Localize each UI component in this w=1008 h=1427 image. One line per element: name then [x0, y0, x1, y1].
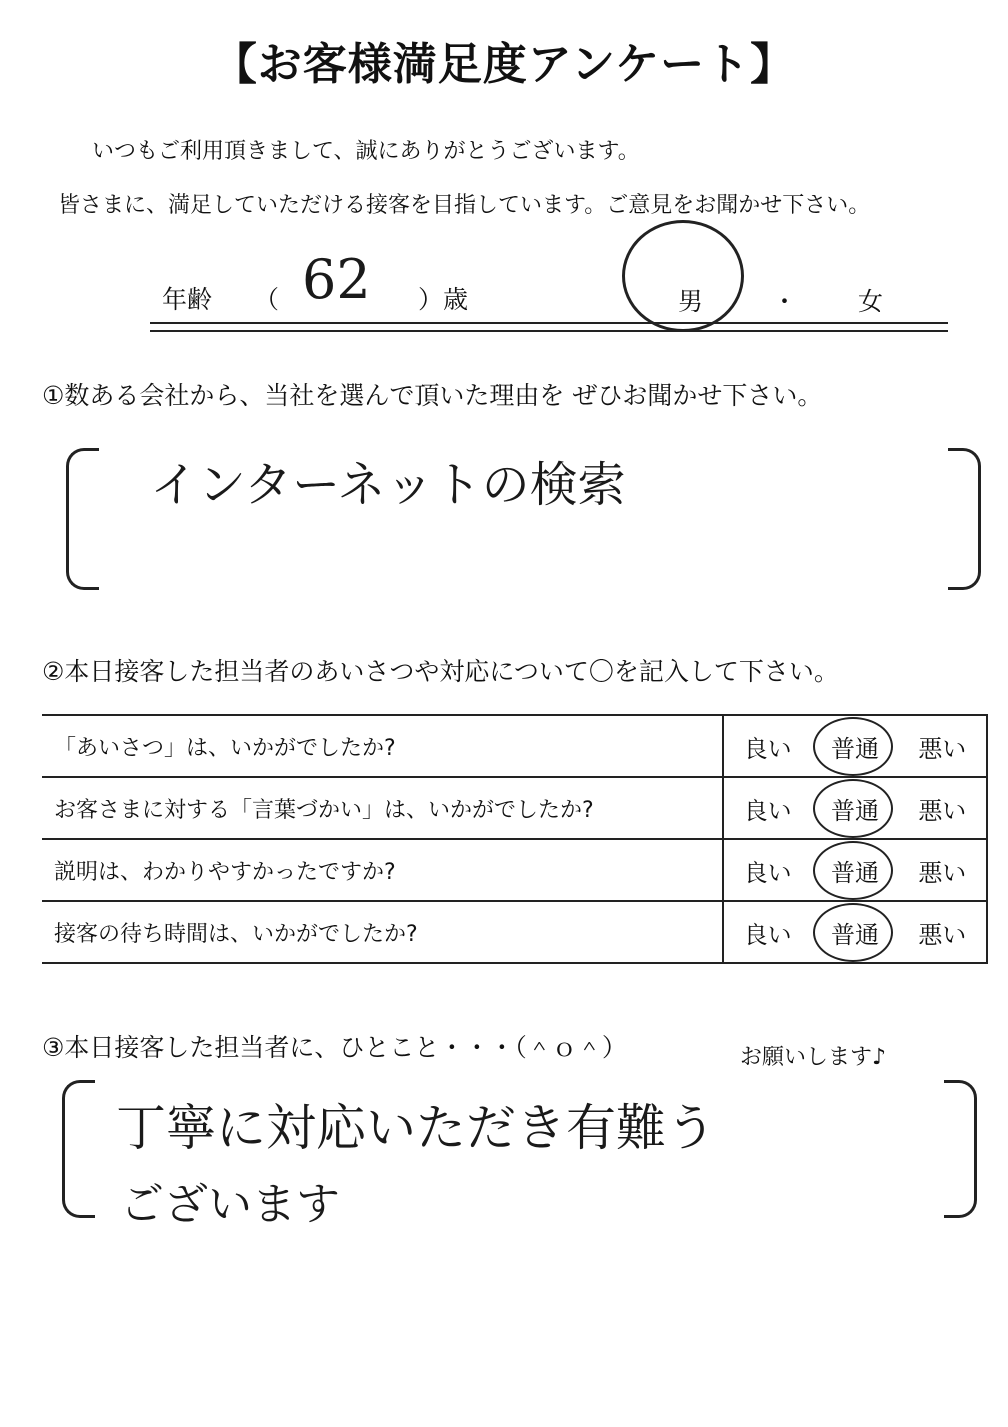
q1-bracket-right [948, 448, 981, 590]
q3-answer-line-1[interactable]: 丁寧に対応いただき有難う [116, 1099, 716, 1157]
q3-bracket-right [944, 1080, 977, 1218]
rating-options [723, 901, 987, 963]
rating-options [723, 839, 987, 901]
rating-option-bad[interactable]: 悪い [918, 734, 967, 763]
rating-question: 「あいさつ」は、いかがでしたか? [42, 715, 723, 777]
rating-question: 説明は、わかりやすかったですか? [42, 839, 723, 901]
page-title: 【お客様満足度アンケート】 [212, 39, 796, 90]
rating-option-average[interactable]: 普通 [827, 913, 883, 952]
table-row [42, 715, 987, 777]
rating-option-average[interactable]: 普通 [827, 727, 883, 766]
rating-option-good[interactable]: 良い [743, 920, 792, 949]
q3-request: お願いします♪ [740, 1045, 887, 1070]
gender-separator: ・ [772, 287, 798, 316]
intro-line-2: 皆さまに、満足していただける接客を目指しています。ご意見をお聞かせ下さい。 [58, 193, 871, 218]
q1-bracket-left [66, 448, 99, 590]
rating-option-bad[interactable]: 悪い [918, 920, 967, 949]
q2-label: ②本日接客した担当者のあいさつや対応について〇を記入して下さい。 [42, 657, 839, 686]
table-row [42, 777, 987, 839]
q3-answer-line-2[interactable]: ございます [120, 1179, 340, 1230]
q1-label: ①数ある会社から、当社を選んで頂いた理由を ぜひお聞かせ下さい。 [42, 381, 823, 410]
gender-male[interactable]: 男 [678, 287, 704, 316]
rating-question: お客さまに対する「言葉づかい」は、いかがでしたか? [42, 777, 723, 839]
rating-options [723, 715, 987, 777]
rating-option-average[interactable]: 普通 [827, 789, 883, 828]
age-value[interactable]: 62 [302, 248, 371, 311]
rating-table [42, 714, 988, 964]
q3-label: ③本日接客した担当者に、ひとこと・・・（＾ｏ＾） [42, 1033, 627, 1062]
gender-female[interactable]: 女 [858, 287, 884, 316]
profile-underline [150, 322, 948, 332]
rating-option-good[interactable]: 良い [743, 734, 792, 763]
table-row [42, 901, 987, 963]
rating-option-bad[interactable]: 悪い [918, 858, 967, 887]
q1-answer[interactable]: インターネットの検索 [150, 457, 626, 513]
rating-option-bad[interactable]: 悪い [918, 796, 967, 825]
rating-question: 接客の待ち時間は、いかがでしたか? [42, 901, 723, 963]
rating-option-average[interactable]: 普通 [827, 851, 883, 890]
intro-line-1: いつもご利用頂きまして、誠にありがとうございます。 [92, 139, 640, 164]
q3-bracket-left [62, 1080, 95, 1218]
rating-option-good[interactable]: 良い [743, 858, 792, 887]
age-close-paren: ）歳 [418, 285, 469, 314]
table-row [42, 839, 987, 901]
age-open-paren: （ [254, 285, 280, 314]
age-label: 年齢 [162, 285, 213, 314]
rating-options [723, 777, 987, 839]
rating-option-good[interactable]: 良い [743, 796, 792, 825]
